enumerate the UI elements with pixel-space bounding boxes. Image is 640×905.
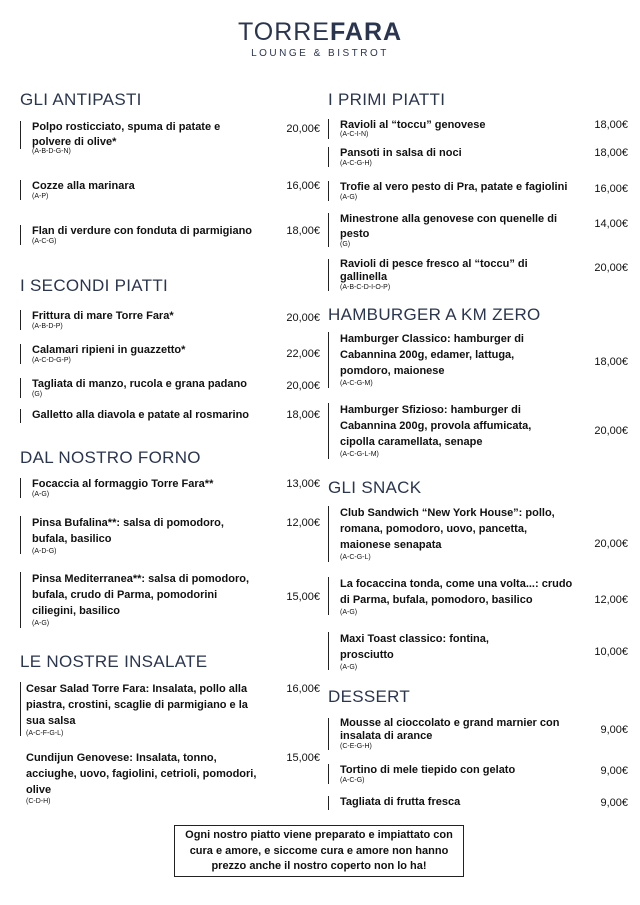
item-allergens: (A-G) <box>340 194 358 201</box>
menu-item <box>20 309 320 331</box>
menu-item <box>20 515 320 555</box>
menu-item <box>20 408 320 424</box>
item-allergens: (C-D-H) <box>26 798 51 805</box>
item-price: 9,00€ <box>600 765 628 777</box>
item-divider <box>328 213 329 247</box>
item-allergens: (A-G) <box>32 620 50 627</box>
item-divider <box>328 718 329 750</box>
item-divider <box>20 478 21 498</box>
item-name: Mousse al cioccolato e grand marnier con insalata di arance <box>340 717 560 742</box>
menu-item <box>328 576 628 616</box>
item-price: 20,00€ <box>286 123 320 135</box>
item-divider <box>328 577 329 615</box>
menu-item <box>328 180 628 202</box>
item-name: Flan di verdure con fonduta di parmigiano <box>32 225 253 237</box>
section-title-primi: I PRIMI PIATTI <box>328 90 446 109</box>
item-price: 18,00€ <box>594 119 628 131</box>
menu-item <box>328 402 628 460</box>
item-price: 16,00€ <box>286 683 320 695</box>
item-price: 15,00€ <box>286 591 320 603</box>
item-divider <box>328 147 329 167</box>
item-divider <box>20 225 21 245</box>
section-title-hamburger: HAMBURGER A KM ZERO <box>328 305 541 324</box>
item-name: Cundijun Genovese: Insalata, tonno, acciughe, uovo, fagiolini, cetrioli, pomodori, olive <box>26 752 257 796</box>
menu-item <box>328 631 628 671</box>
item-divider <box>20 409 21 423</box>
menu-item <box>328 258 628 292</box>
item-allergens: (A-B-D-P) <box>32 323 63 330</box>
item-name: Polpo rosticciato, spuma di patate e polvere di olive* <box>32 121 221 148</box>
menu-item <box>328 763 628 785</box>
item-divider <box>20 180 21 200</box>
item-name: Club Sandwich “New York House”: pollo, romana, pomodoro, uovo, pancetta, maionese senapata <box>340 507 555 551</box>
item-allergens: (A-G) <box>32 491 50 498</box>
item-price: 18,00€ <box>286 225 320 237</box>
item-price: 20,00€ <box>286 380 320 392</box>
item-name: La focaccina tonda, come una volta...: crudo di Parma, bufala, pomodoro, basilico <box>340 578 573 606</box>
item-allergens: (A-C-G) <box>32 238 57 245</box>
item-name: Tagliata di frutta fresca <box>340 796 461 808</box>
item-allergens: (C-E-G-H) <box>340 743 372 750</box>
item-divider <box>20 572 21 628</box>
item-name: Hamburger Sfizioso: hamburger di Cabannina 200g, provola affumicata, cipolla caramellata, senape <box>340 404 532 448</box>
menu-item <box>20 224 320 246</box>
item-allergens: (A-C-D-G-P) <box>32 357 71 364</box>
menu-item <box>20 120 320 155</box>
item-price: 12,00€ <box>286 517 320 529</box>
item-divider <box>20 378 21 398</box>
section-title-insalate: LE NOSTRE INSALATE <box>20 652 208 671</box>
item-divider <box>20 682 21 736</box>
item-price: 14,00€ <box>594 218 628 230</box>
item-price: 9,00€ <box>600 797 628 809</box>
item-divider <box>328 181 329 201</box>
item-name: Tortino di mele tiepido con gelato <box>340 764 516 776</box>
item-name: Pinsa Mediterranea**: salsa di pomodoro, bufala, crudo di Parma, pomodorini ciliegini, basilico <box>32 573 250 617</box>
item-name: Maxi Toast classico: fontina, prosciutto <box>340 633 489 661</box>
item-allergens: (A-G) <box>340 664 358 671</box>
item-divider <box>20 344 21 364</box>
item-divider <box>328 259 329 291</box>
menu-item <box>328 795 628 811</box>
item-price: 18,00€ <box>594 356 628 368</box>
brand-subtitle: LOUNGE & BISTROT <box>251 48 389 59</box>
item-divider <box>20 310 21 330</box>
brand-header <box>0 18 640 59</box>
section-title-snack: GLI SNACK <box>328 478 422 497</box>
item-allergens: (A-B-C-D-I-O-P) <box>340 284 391 291</box>
item-name: Trofie al vero pesto di Pra, patate e fagiolini <box>340 181 568 193</box>
menu-item <box>20 343 320 365</box>
item-allergens: (A-C-I-N) <box>340 131 369 138</box>
section-title-secondi: I SECONDI PIATTI <box>20 276 169 295</box>
item-price: 13,00€ <box>286 478 320 490</box>
item-allergens: (G) <box>340 241 351 248</box>
item-name: Minestrone alla genovese con quenelle di pesto <box>340 213 558 240</box>
item-name: Ravioli di pesce fresco al “toccu” di gallinella <box>340 258 528 283</box>
section-title-forno: DAL NOSTRO FORNO <box>20 448 201 467</box>
item-allergens: (A-C-G-H) <box>340 160 372 167</box>
item-price: 16,00€ <box>594 183 628 195</box>
brand-title-light: TORRE <box>237 18 330 46</box>
item-allergens: (A-B-D-G-N) <box>32 148 71 155</box>
item-allergens: (A-C-G-M) <box>340 380 373 387</box>
item-name: Calamari ripieni in guazzetto* <box>32 344 186 356</box>
item-divider <box>328 403 329 459</box>
item-name: Ravioli al “toccu” genovese <box>340 119 486 131</box>
item-name: Pinsa Bufalina**: salsa di pomodoro, bufala, basilico <box>32 517 224 545</box>
menu-item <box>20 681 320 737</box>
item-divider <box>328 332 329 388</box>
menu-item <box>20 377 320 399</box>
coperto-notice: Ogni nostro piatto viene preparato e impiattato con cura e amore, e siccome cura e amore non hanno prezzo anche il nostro coperto non lo ha! <box>174 825 464 877</box>
item-price: 18,00€ <box>286 409 320 421</box>
item-name: Galletto alla diavola e patate al rosmarino <box>32 409 250 421</box>
item-price: 20,00€ <box>594 425 628 437</box>
item-divider <box>328 119 329 139</box>
menu-item <box>20 750 320 808</box>
item-divider <box>328 632 329 670</box>
menu-item <box>20 571 320 629</box>
section-title-antipasti: GLI ANTIPASTI <box>20 90 142 109</box>
item-price: 20,00€ <box>594 538 628 550</box>
brand-title-bold: FARA <box>330 18 403 46</box>
item-price: 20,00€ <box>286 312 320 324</box>
item-divider <box>20 121 21 149</box>
item-allergens: (A-P) <box>32 193 49 200</box>
item-name: Cozze alla marinara <box>32 180 135 192</box>
item-price: 12,00€ <box>594 594 628 606</box>
menu-item <box>328 146 628 168</box>
item-divider <box>328 796 329 810</box>
item-name: Cesar Salad Torre Fara: Insalata, pollo alla piastra, crostini, scaglie di parmigiano e la sua salsa <box>26 683 248 727</box>
item-divider <box>328 506 329 562</box>
menu-item <box>328 331 628 389</box>
menu-item <box>328 118 628 140</box>
item-price: 10,00€ <box>594 646 628 658</box>
item-name: Tagliata di manzo, rucola e grana padano <box>32 378 247 390</box>
section-title-dessert: DESSERT <box>328 687 411 706</box>
item-name: Frittura di mare Torre Fara* <box>32 310 174 322</box>
item-divider <box>328 764 329 784</box>
menu-item <box>20 179 320 201</box>
menu-item <box>328 505 628 563</box>
item-price: 22,00€ <box>286 348 320 360</box>
item-allergens: (A-C-G-L) <box>340 554 371 561</box>
menu-item <box>328 212 628 248</box>
item-allergens: (A-C-G-L-M) <box>340 451 379 458</box>
item-allergens: (A-D-G) <box>32 548 57 555</box>
menu-item <box>328 717 628 751</box>
item-price: 15,00€ <box>286 752 320 764</box>
item-allergens: (A-C-F-G-L) <box>26 730 64 737</box>
menu-item <box>20 477 320 499</box>
item-divider <box>20 516 21 554</box>
item-price: 16,00€ <box>286 180 320 192</box>
item-allergens: (G) <box>32 391 43 398</box>
item-name: Hamburger Classico: hamburger di Cabannina 200g, edamer, lattuga, pomdoro, maionese <box>340 333 524 377</box>
item-allergens: (A-G) <box>340 609 358 616</box>
item-allergens: (A-C-G) <box>340 777 365 784</box>
item-price: 9,00€ <box>600 724 628 736</box>
item-price: 18,00€ <box>594 147 628 159</box>
item-name: Focaccia al formaggio Torre Fara** <box>32 478 214 490</box>
item-name: Pansoti in salsa di noci <box>340 147 462 159</box>
brand-logo <box>0 18 640 46</box>
item-price: 20,00€ <box>594 262 628 274</box>
